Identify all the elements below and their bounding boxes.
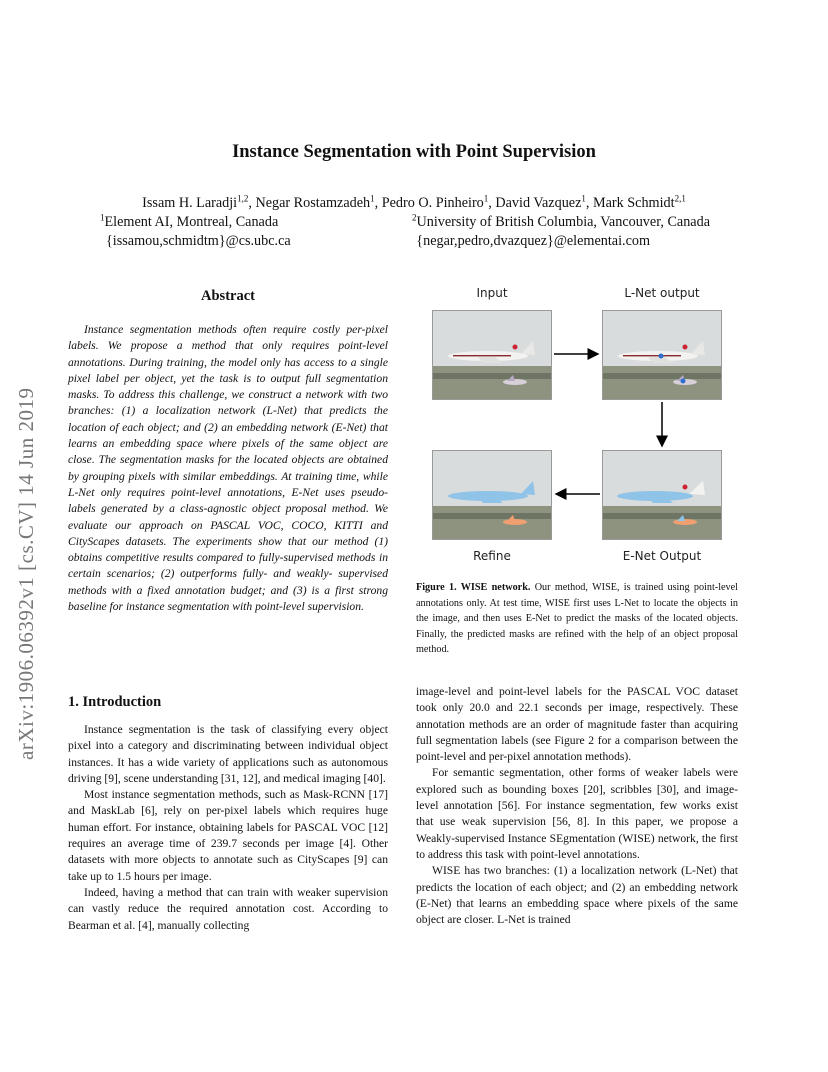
body-paragraph: WISE has two branches: (1) a localization network (L-Net) that predicts the location of each object; and (2) an embedding network (E-Net) that learns an embedding space where pixels of the same object are closer. L-Net is trained <box>416 864 738 927</box>
figure-label-lnet: L-Net output <box>624 286 700 300</box>
body-paragraph: image-level and point-level labels for the PASCAL VOC dataset took only 20.0 and 22.1 seconds per image, respectively. These annotation methods are an order of magnitude faster than acquiring full segmentation labels (see Figure 2 for a comparison between the point-level and per-pixel annotation methods). <box>416 685 738 764</box>
introduction-text <box>68 722 388 934</box>
author-line: Issam H. Laradji$^{1,2}$, Negar Rostamzadeh$^1$, Pedro O. Pinheiro$^1$, David Vazquez$^1$, Mark Schmidt$^{2,1}$ <box>142 193 686 211</box>
email-1: {issamou,schmidtm}@cs.ubc.ca <box>106 233 291 249</box>
section-heading-introduction: 1. Introduction <box>68 694 162 710</box>
figure-label-input: Input <box>476 286 508 300</box>
affiliation-2: $^2$University of British Columbia, Vancouver, Canada <box>411 212 710 230</box>
figure-label-refine: Refine <box>473 549 511 563</box>
intro-paragraph: Most instance segmentation methods, such as Mask-RCNN [17] and MaskLab [6], rely on per-pixel labels which requires huge human effort. For instance, obtaining labels for PASCAL VOC [12] requires an average time of 239.7 seconds per image [4]. Other datasets with more objects to annotate such as CityScapes [9] can take up to 1.5 hours per image. <box>68 788 388 883</box>
paper-title: Instance Segmentation with Point Supervision <box>232 142 596 162</box>
intro-paragraph: Indeed, having a method that can train with weaker supervision can vastly reduce the required annotation cost. According to Bearman et al. [4], manually collecting <box>68 885 388 932</box>
arxiv-stamp: arXiv:1906.06392v1 [cs.CV] 14 Jun 2019 <box>14 387 38 760</box>
intro-paragraph: Instance segmentation is the task of classifying every object pixel into a category and discriminating between individual object instances. It has a wide variety of applications such as autonomous driving [9], scene understanding [31, 12], and medical imaging [40]. <box>68 723 388 785</box>
body-paragraph: For semantic segmentation, other forms of weaker labels were explored such as bounding boxes [20], scribbles [30], and image-level annotation [56]. For instance segmentation, few works exist that use weak supervision [56, 8]. In this paper, we propose a Weakly-supervised Instance SEgmentation (WISE) network, the first to address this task with point-level annotations. <box>416 766 738 861</box>
figure-label-enet: E-Net Output <box>622 549 702 563</box>
abstract-text: Instance segmentation methods often require costly per-pixel labels. We propose a method that only requires point-level annotations. During training, the model only has access to a single pixel label per object, yet the task is to output full segmentation masks. To address this challenge, we construct a network with two branches: (1) a localization network (L-Net) that predicts the location of each object; and (2) an embedding network (E-Net) that learns an embedding space where pixels of the same object are close. The segmentation masks for the located objects are obtained by grouping pixels with similar embeddings. At training time, while L-Net only requires point-level annotations, E-Net uses pseudo-labels generated by a class-agnostic object proposal method. We evaluate our approach on PASCAL VOC, COCO, KITTI and CityScapes datasets. The experiments show that our method (1) obtains competitive results compared to fully-supervised methods in certain scenarios; (2) outperforms fully- and weakly- supervised methods with a fixed annotation budget; and (3) is a first strong baseline for instance segmentation with point-level supervision. <box>68 323 388 614</box>
email-2: {negar,pedro,dvazquez}@elementai.com <box>416 233 650 249</box>
right-column-text <box>416 684 738 928</box>
figure-caption: Figure 1. WISE network. Our method, WISE, is trained using point-level annotations only. At test time, WISE first uses L-Net to locate the objects in the image, and then uses E-Net to predict the masks of the located objects. Finally, the predicted masks are refined with the help of an object proposal method. <box>416 582 738 655</box>
affiliation-1: $^1$Element AI, Montreal, Canada <box>100 212 279 230</box>
abstract-heading: Abstract <box>201 288 255 304</box>
